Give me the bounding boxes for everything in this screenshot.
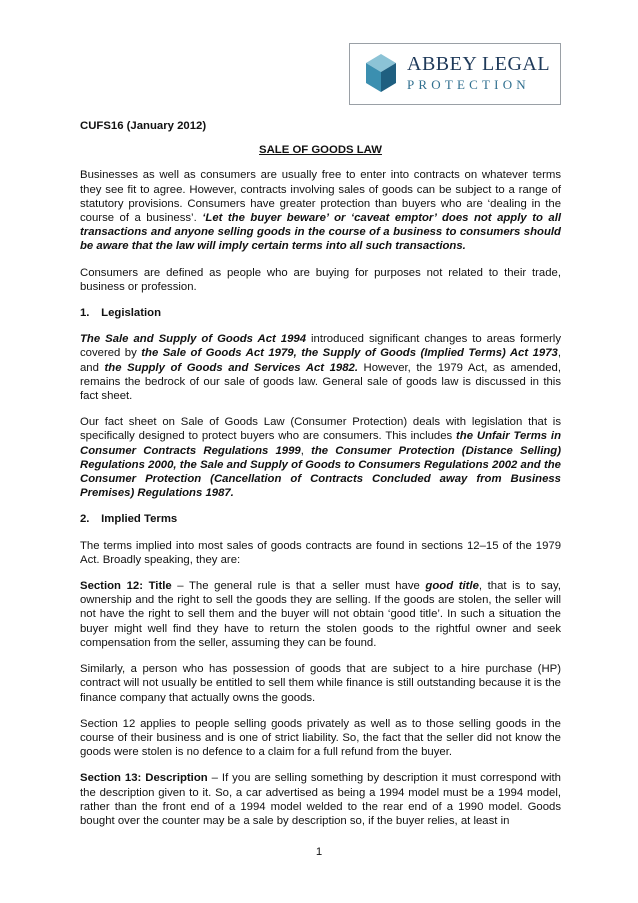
section-heading-legislation (80, 306, 561, 320)
text-run: , that is to say, ownership and the right to sell the goods they are selling. If the goods are stolen, the seller will not have the right to sell them and the buyer will not obtain ‘good title’. In such a situation the buyer might well find they have to return the stolen goods to the rightful owner and seek compensation from the seller, assuming they can be found. (80, 580, 561, 649)
text-run: However, the 1979 Act, as amended, remains the bedrock of our sale of goods law. General sale of goods law is discussed in this fact sheet. (80, 361, 561, 403)
section-label: Section 13: Description (80, 772, 208, 785)
document-title: SALE OF GOODS LAW (259, 144, 382, 157)
heading-text: Legislation (101, 307, 162, 320)
paragraph-hire-purchase: Similarly, a person who has possession of goods that are subject to a hire purchase (HP) contract will not usually be entitled to sell them while finance is still outstanding because it is the finance company that actually owns the goods. (80, 663, 561, 704)
paragraph-legislation (80, 332, 561, 403)
heading-number: 1. (80, 307, 90, 320)
text-run: – The general rule is that a seller must have (171, 580, 426, 593)
document-reference: CUFS16 (January 2012) (80, 120, 207, 132)
caveat-emptor-text: ‘Let the buyer beware’ or ‘caveat emptor’ does not apply to all transactions and anyone selling goods in the course of a business to consumers should be aware that the law will imply certain terms into all such transactions. (80, 212, 561, 253)
logo-name: ABBEY LEGAL (407, 53, 551, 75)
page-number: 1 (315, 846, 323, 858)
intro-text: Businesses as well as consumers are usually free to enter into contracts on whatever terms they see fit to agree. However, contracts involving sales of goods can be subject to a range of statutory provisions. Consumers have greater protection than buyers who are ‘dealing in the course of a business’. (80, 169, 561, 225)
paragraph-consumers: Consumers are defined as people who are buying for purposes not related to their trade, business or profession. (80, 266, 561, 293)
regulation-name: the Consumer Protection (Distance Selling) Regulations 2000, the Sale and Supply of Goods to Consumers Regulations 2002 and the Consumer Protection (Cancellation of Contracts Concluded away from Business Premises) Regulations 1987. (80, 444, 561, 500)
paragraph-intro (80, 168, 561, 253)
heading-number: 2. (80, 513, 90, 526)
document-body (80, 119, 561, 840)
section-label: Section 12: Title (80, 580, 172, 593)
paragraph-strict-liability: Section 12 applies to people selling goods privately as well as to those selling goods in the course of their business and is one of strict liability. So, the fact that the seller did not know the goods were stolen is no defence to a claim for a full refund from the buyer. (80, 717, 561, 759)
text-run: , (300, 444, 312, 457)
act-name: the Supply of Goods and Services Act 1982. (104, 361, 358, 374)
act-name: the Sale of Goods Act 1979, the Supply of Goods (Implied Terms) Act 1973 (141, 347, 558, 360)
paragraph-section-12 (80, 579, 561, 650)
paragraph-implied-terms: The terms implied into most sales of goods contracts are found in sections 12–15 of the 1979 Act. Broadly speaking, they are: (80, 539, 561, 566)
text-run: – If you are selling something by description it must correspond with the description given to it. So, a car advertised as being a 1994 model must be a 1994 model, rather than the front end of a 1994 model welded to the rear end of a 1990 model. Goods bought over the counter may be a sale by description so, if the buyer relies, at least in (80, 772, 561, 827)
act-name: The Sale and Supply of Goods Act 1994 (80, 333, 307, 346)
paragraph-fact-sheet (80, 415, 561, 500)
paragraph-section-13 (80, 771, 561, 828)
company-logo (349, 43, 561, 105)
cube-icon (364, 52, 398, 96)
text-run: Our fact sheet on Sale of Goods Law (Consumer Protection) deals with legislation that is specifically designed to protect buyers who are consumers. This includes (80, 416, 561, 443)
section-heading-implied-terms (80, 512, 561, 526)
regulation-name: the Unfair Terms in Consumer Contracts Regulations 1999 (80, 430, 562, 457)
logo-subtitle: PROTECTION (407, 77, 530, 92)
emphasis-text: good title (425, 580, 479, 593)
text-run: introduced significant changes to areas formerly covered by (80, 333, 561, 360)
heading-text: Implied Terms (101, 513, 178, 526)
text-run: , and (80, 347, 561, 374)
